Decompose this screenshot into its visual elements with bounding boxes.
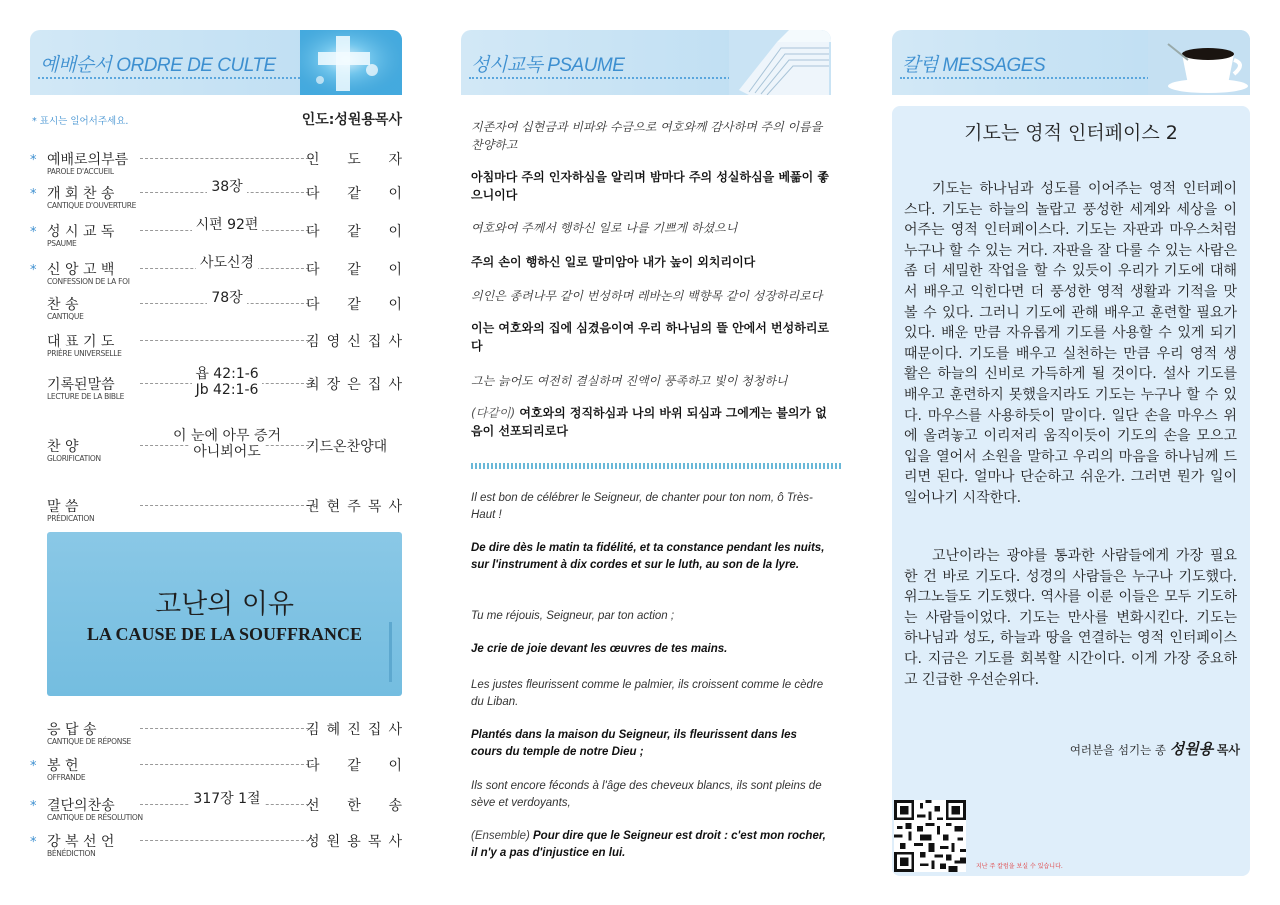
book-image-icon <box>729 30 831 95</box>
psalm-ko-verse: 그는 늙어도 여전히 결실하며 진액이 풍족하고 빛이 청청하니 <box>471 374 788 388</box>
psalm-ko-verse: 의인은 종려나무 같이 번성하며 레바논의 백향목 같이 성장하리로다 <box>471 289 823 303</box>
psalm-fr-verse: Les justes fleurissent comme le palmier, ils croissent comme le cèdre du Liban. <box>471 679 824 708</box>
order-item-subtitle: CONFESSION DE LA FOI <box>47 277 130 286</box>
order-item-title: 결단의찬송 <box>47 798 115 814</box>
leader-label: 인도:성원용목사 <box>301 112 402 128</box>
order-item-person: 최 장 은 집 사 <box>306 377 402 393</box>
order-item <box>30 755 402 795</box>
order-item-detail: 욥 42:1-6 Jb 42:1-6 <box>140 366 314 398</box>
order-item-detail: 317장 1절 <box>140 791 314 807</box>
psalm-ko-final-verse: (다같이) 여호와의 정직하심과 나의 바위 되심과 그에게는 불의가 없음이 선포되리로다 <box>471 406 827 438</box>
order-of-service-column <box>30 0 402 905</box>
psalm-fr-verse: Je crie de joie devant les œuvres de tes mains. <box>471 643 728 655</box>
signature-name: 성원용 <box>1169 740 1214 758</box>
order-item <box>30 831 402 871</box>
cross-image-icon <box>300 30 402 95</box>
order-item-person: 인 도 자 <box>306 152 402 168</box>
psalm-column <box>461 0 831 905</box>
order-item <box>30 428 402 476</box>
message-paragraph-1: 기도는 하나님과 성도를 이어주는 영적 인터페이스다. 기도는 하늘의 놀랍고 풍성한 세계와 세상을 이어주는 영적 인터페이스다. 기도는 자판과 마우스처럼 누구나 할 수 있는 거다. 자판을 잘 다룰 수 있는 사람은 좀 더 세밀한 작업을 할 수 있듯이 우리가 기도에 대해서 배우고 익힌다면 더 풍성한 영적 생활과 기적을 맛볼 수 있다. 그러니 기도에 관해 배우고 훈련할 필요가 있다. 배운 만큼 자유롭게 기도를 사용할 수 있게 되기 때문이다. 기도를 배우고 실천하는 만큼 우리 영적 생활은 하늘의 신비로 가득하게 될 것이다. 설사 기도를 배우고 훈련하지 못했을지라도 기도는 누구나 할 수 있다. 마우스를 사용하듯이 말이다. 일단 손을 마우스 위에 올려놓고 이리저리 움직이듯이 기도의 손을 모으고 입을 열어서 소원을 말하고 우리의 마음을 하나님께 드리면 된다. 얼마나 단순하고 쉬운가. 그러면 뭔가 일이 일어나기 시작한다. <box>904 181 1237 506</box>
order-item <box>30 290 402 334</box>
order-item-title: 대 표 기 도 <box>47 334 115 350</box>
psalm-ko-verse: 여호와여 주께서 행하신 일로 나를 기쁘게 하셨으니 <box>471 221 738 235</box>
order-item-title: 봉 헌 <box>47 758 79 774</box>
order-item-subtitle: GLORIFICATION <box>47 454 101 463</box>
order-item-title: 강 복 선 언 <box>47 834 115 850</box>
qr-code-icon[interactable] <box>894 800 966 872</box>
order-item-person: 선 한 송 <box>306 798 402 814</box>
order-item-detail: 이 눈에 아무 증거 아니뵈어도 <box>140 428 314 460</box>
order-item-subtitle: OFFRANDE <box>47 773 86 782</box>
order-item-person: 성 원 용 목 사 <box>306 834 402 850</box>
sermon-title-fr: LA CAUSE DE LA SOUFFRANCE <box>86 624 363 644</box>
order-item-subtitle: CANTIQUE DE RÉSOLUTION <box>47 813 143 822</box>
psalm-ko-verse: 아침마다 주의 인자하심을 알리며 밤마다 주의 성실하심을 베풂이 좋으니이다 <box>471 170 830 202</box>
signature: 여러분을 섬기는 종 성원용 목사 <box>1069 740 1240 758</box>
message-paragraph-2: 고난이라는 광야를 통과한 사람들에게 가장 필요한 건 바로 기도다. 성경의 사람들은 누구나 기도했다. 위그노들도 기도했다. 역사를 이룬 이들은 모두 기도하는 사람들이었다. 기도는 만사를 변화시킨다. 기도는 하나님과 성도, 하늘과 땅을 연결하는 영적 인터페이스다. 지금은 기도를 회복할 시간이다. 이게 가장 중요하고 긴급한 우선순위다. <box>904 548 1237 688</box>
order-item-detail: 38장 <box>140 179 314 195</box>
standing-star: * <box>30 187 37 202</box>
messages-header-title: 칼럼 MESSAGES <box>902 55 1046 76</box>
order-item-title: 찬 양 <box>47 439 79 455</box>
psalm-fr-verse: De dire dès le matin ta fidélité, et ta constance pendant les nuits, sur l'instrument à dix cordes et sur le luth, au son de la lyre. <box>471 542 825 571</box>
psalm-header-title: 성시교독 PSAUME <box>471 55 625 76</box>
qr-note: 지난 주 칼럼을 보실 수 있습니다. <box>976 863 1063 870</box>
order-item-subtitle: CANTIQUE <box>47 312 84 321</box>
order-item-subtitle: PAROLE D'ACCUEIL <box>47 167 114 176</box>
order-item <box>30 719 402 759</box>
order-item-person: 김 영 신 집 사 <box>306 334 402 350</box>
messages-header <box>892 30 1250 95</box>
order-item-person: 다 같 이 <box>306 758 402 774</box>
order-item <box>30 366 402 414</box>
order-item-person: 다 같 이 <box>306 224 402 240</box>
order-item-person: 다 같 이 <box>306 297 402 313</box>
order-item-detail: 시편 92편 <box>140 217 314 233</box>
message-title: 기도는 영적 인터페이스 2 <box>964 122 1178 144</box>
order-item-title: 신 앙 고 백 <box>47 262 115 278</box>
standing-star: * <box>30 225 37 240</box>
order-item <box>30 496 402 536</box>
order-item-person: 권 현 주 목 사 <box>306 499 402 515</box>
order-item <box>30 791 402 835</box>
order-item-detail: 사도신경 <box>140 255 314 271</box>
psalm-ko-verse: 지존자여 십현금과 비파와 수금으로 여호와께 감사하며 주의 이름을 찬양하고 <box>471 120 823 152</box>
order-item-title: 응 답 송 <box>47 722 97 738</box>
psalm-fr-verse: Ils sont encore féconds à l'âge des cheveux blancs, ils sont pleins de sève et verdoyants, <box>471 780 822 809</box>
order-item-subtitle: BÉNÉDICTION <box>47 849 96 858</box>
order-item-subtitle: PRÉDICATION <box>47 514 95 523</box>
psalm-header <box>461 30 831 95</box>
order-header-title: 예배순서 ORDRE DE CULTE <box>40 55 276 76</box>
messages-column <box>892 0 1250 905</box>
psalm-fr-verse: Il est bon de célébrer le Seigneur, de chanter pour ton nom, ô Très-Haut ! <box>471 492 813 521</box>
order-header <box>30 30 402 95</box>
order-item-title: 성 시 교 독 <box>47 224 115 240</box>
order-item-subtitle: CANTIQUE DE RÉPONSE <box>47 737 131 746</box>
order-item-person: 기드온찬양대 <box>306 439 388 455</box>
order-item-subtitle: CANTIQUE D'OUVERTURE <box>47 201 137 210</box>
standing-star: * <box>30 835 37 850</box>
order-item-title: 기록된말씀 <box>47 377 115 393</box>
psalm-fr-verse: Tu me réjouis, Seigneur, par ton action ; <box>471 610 675 622</box>
sermon-title-banner <box>47 532 402 696</box>
standing-star: * <box>30 263 37 278</box>
order-item-subtitle: PSAUME <box>47 239 77 248</box>
order-item <box>30 331 402 371</box>
order-item-title: 개 회 찬 송 <box>47 186 115 202</box>
psalm-ko-verse: 이는 여호와의 집에 심겼음이여 우리 하나님의 뜰 안에서 번성하리로다 <box>471 321 830 353</box>
order-item-person: 김 혜 진 집 사 <box>306 722 402 738</box>
column-message-box <box>892 106 1250 876</box>
coffee-cup-image-icon <box>1148 30 1250 95</box>
order-item-person: 다 같 이 <box>306 262 402 278</box>
standing-star: * <box>30 799 37 814</box>
order-item-title: 말 씀 <box>47 499 79 515</box>
standing-star: * <box>30 759 37 774</box>
psalm-fr-verse: Plantés dans la maison du Seigneur, ils fleurissent dans les cours du temple de notre Dieu ; <box>471 729 797 758</box>
standing-star: * <box>30 153 37 168</box>
order-item-subtitle: LECTURE DE LA BIBLE <box>47 392 125 401</box>
order-item-title: 예배로의부름 <box>47 152 129 168</box>
order-item-title: 찬 송 <box>47 297 79 313</box>
order-item-subtitle: PRIÈRE UNIVERSELLE <box>47 349 122 358</box>
psalm-fr-final-verse: (Ensemble) Pour dire que le Seigneur est droit : c'est mon rocher, il n'y a pas d'injustice en lui. <box>471 830 826 859</box>
order-item-detail: 78장 <box>140 290 314 306</box>
standing-note: * 표시는 일어서주세요. <box>32 116 129 127</box>
divider <box>471 463 841 469</box>
sermon-title-ko: 고난의 이유 <box>155 589 294 620</box>
order-item-person: 다 같 이 <box>306 186 402 202</box>
psalm-ko-verse: 주의 손이 행하신 일로 말미암아 내가 높이 외치리이다 <box>471 255 756 269</box>
